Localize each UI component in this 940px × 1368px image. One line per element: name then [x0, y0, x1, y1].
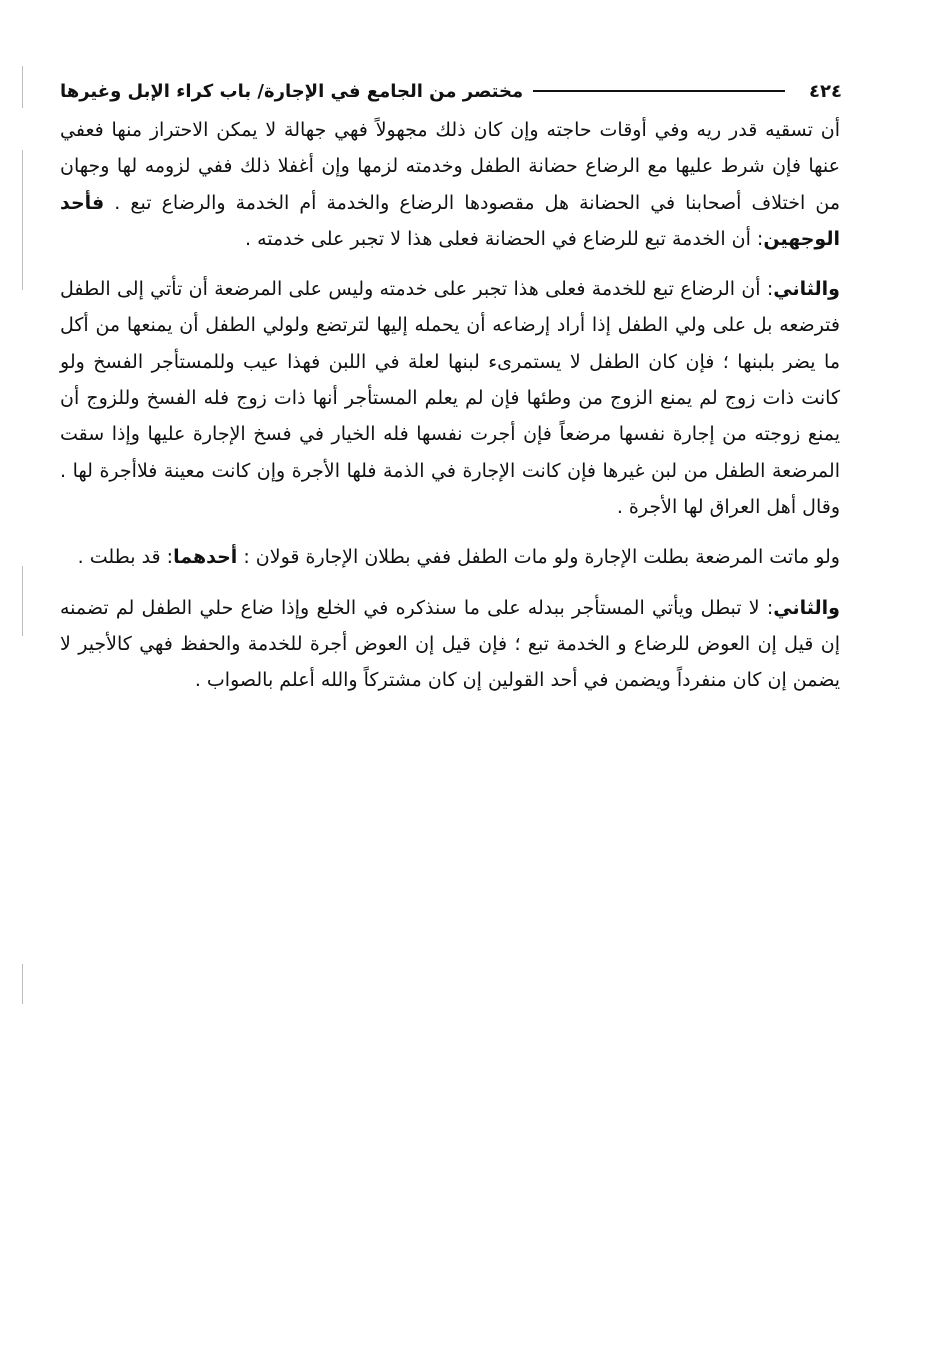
paragraph: [60, 590, 840, 699]
page-number: ٤٢٤: [809, 80, 842, 102]
scan-margin-line: [22, 66, 23, 108]
header-rule: [533, 90, 785, 92]
bold-term: والثاني: [773, 278, 840, 301]
paragraph: [60, 271, 840, 525]
text-segment: : لا تبطل ويأتي المستأجر ببدله على ما سنذكره في الخلع وإذا ضاع حلي الطفل لم تضمنه إن قيل إن العوض للرضاع و الخدمة تبع ؛ فإن قيل إن العوض أجرة للخدمة والحفظ فهي كالأجير لا يضمن إن كان منفرداً ويضمن في أحد القولين إن كان مشتركاً والله أعلم بالصواب .: [60, 596, 840, 692]
text-segment: : أن الخدمة تبع للرضاع في الحضانة فعلى هذا لا تجبر على خدمته .: [245, 227, 764, 250]
text-segment: : قد بطلت .: [77, 546, 174, 569]
bold-term: فأحد الوجهين: [60, 191, 840, 250]
text-segment: أن تسقيه قدر ريه وفي أوقات حاجته وإن كان ذلك مجهولاً فهي جهالة لا يمكن الاحتراز منها فعفي عنها فإن شرط عليها مع الرضاع حضانة الطفل وخدمته لزمها وإن أغفلا ذلك ففي لزومه لها وجهان من اختلاف أصحابنا في الحضانة هل مقصودها الرضاع والخدمة أم الخدمة والرضاع تبع .: [60, 119, 840, 214]
bold-term: والثاني: [773, 596, 840, 619]
paragraph: [60, 112, 840, 257]
running-title: مختصر من الجامع في الإجارة/ باب كراء الإبل وغيرها: [60, 80, 524, 102]
running-header: [60, 74, 842, 108]
scan-margin-line: [22, 150, 23, 290]
text-segment: : أن الرضاع تبع للخدمة فعلى هذا تجبر على خدمته وليس على المرضعة أن تأتي إلى الطفل فترضعه بل على ولي الطفل إذا أراد إرضاعه أن يحمله إليها لترتضع ولولي الطفل أن يمنعها من أكل ما يضر بلبنها ؛ فإن كان الطفل لا يستمرىء لبنها لعلة في اللبن فهذا عيب وللمستأجر الفسخ ولو كانت ذات زوج لم يمنع الزوج من وطئها فإن لم يعلم المستأجر أنها ذات زوج فله الفسخ وللزوج أن يمنع زوجته من إجارة نفسها مرضعاً فإن أجرت نفسها فله الخيار في فسخ الإجارة عليها وإذا سقت المرضعة الطفل من لبن غيرها فإن كانت الإجارة في الذمة فلها الأجرة وإن كانت معينة فلاأجرة لها . وقال أهل العراق لها الأجرة .: [60, 278, 840, 518]
body-text: [60, 112, 840, 712]
scan-margin-line: [22, 964, 23, 1004]
paragraph: [60, 539, 840, 575]
text-segment: ولو ماتت المرضعة بطلت الإجارة ولو مات الطفل ففي بطلان الإجارة قولان :: [237, 546, 840, 569]
scan-margin-line: [22, 566, 23, 636]
bold-term: أحدهما: [173, 546, 238, 569]
